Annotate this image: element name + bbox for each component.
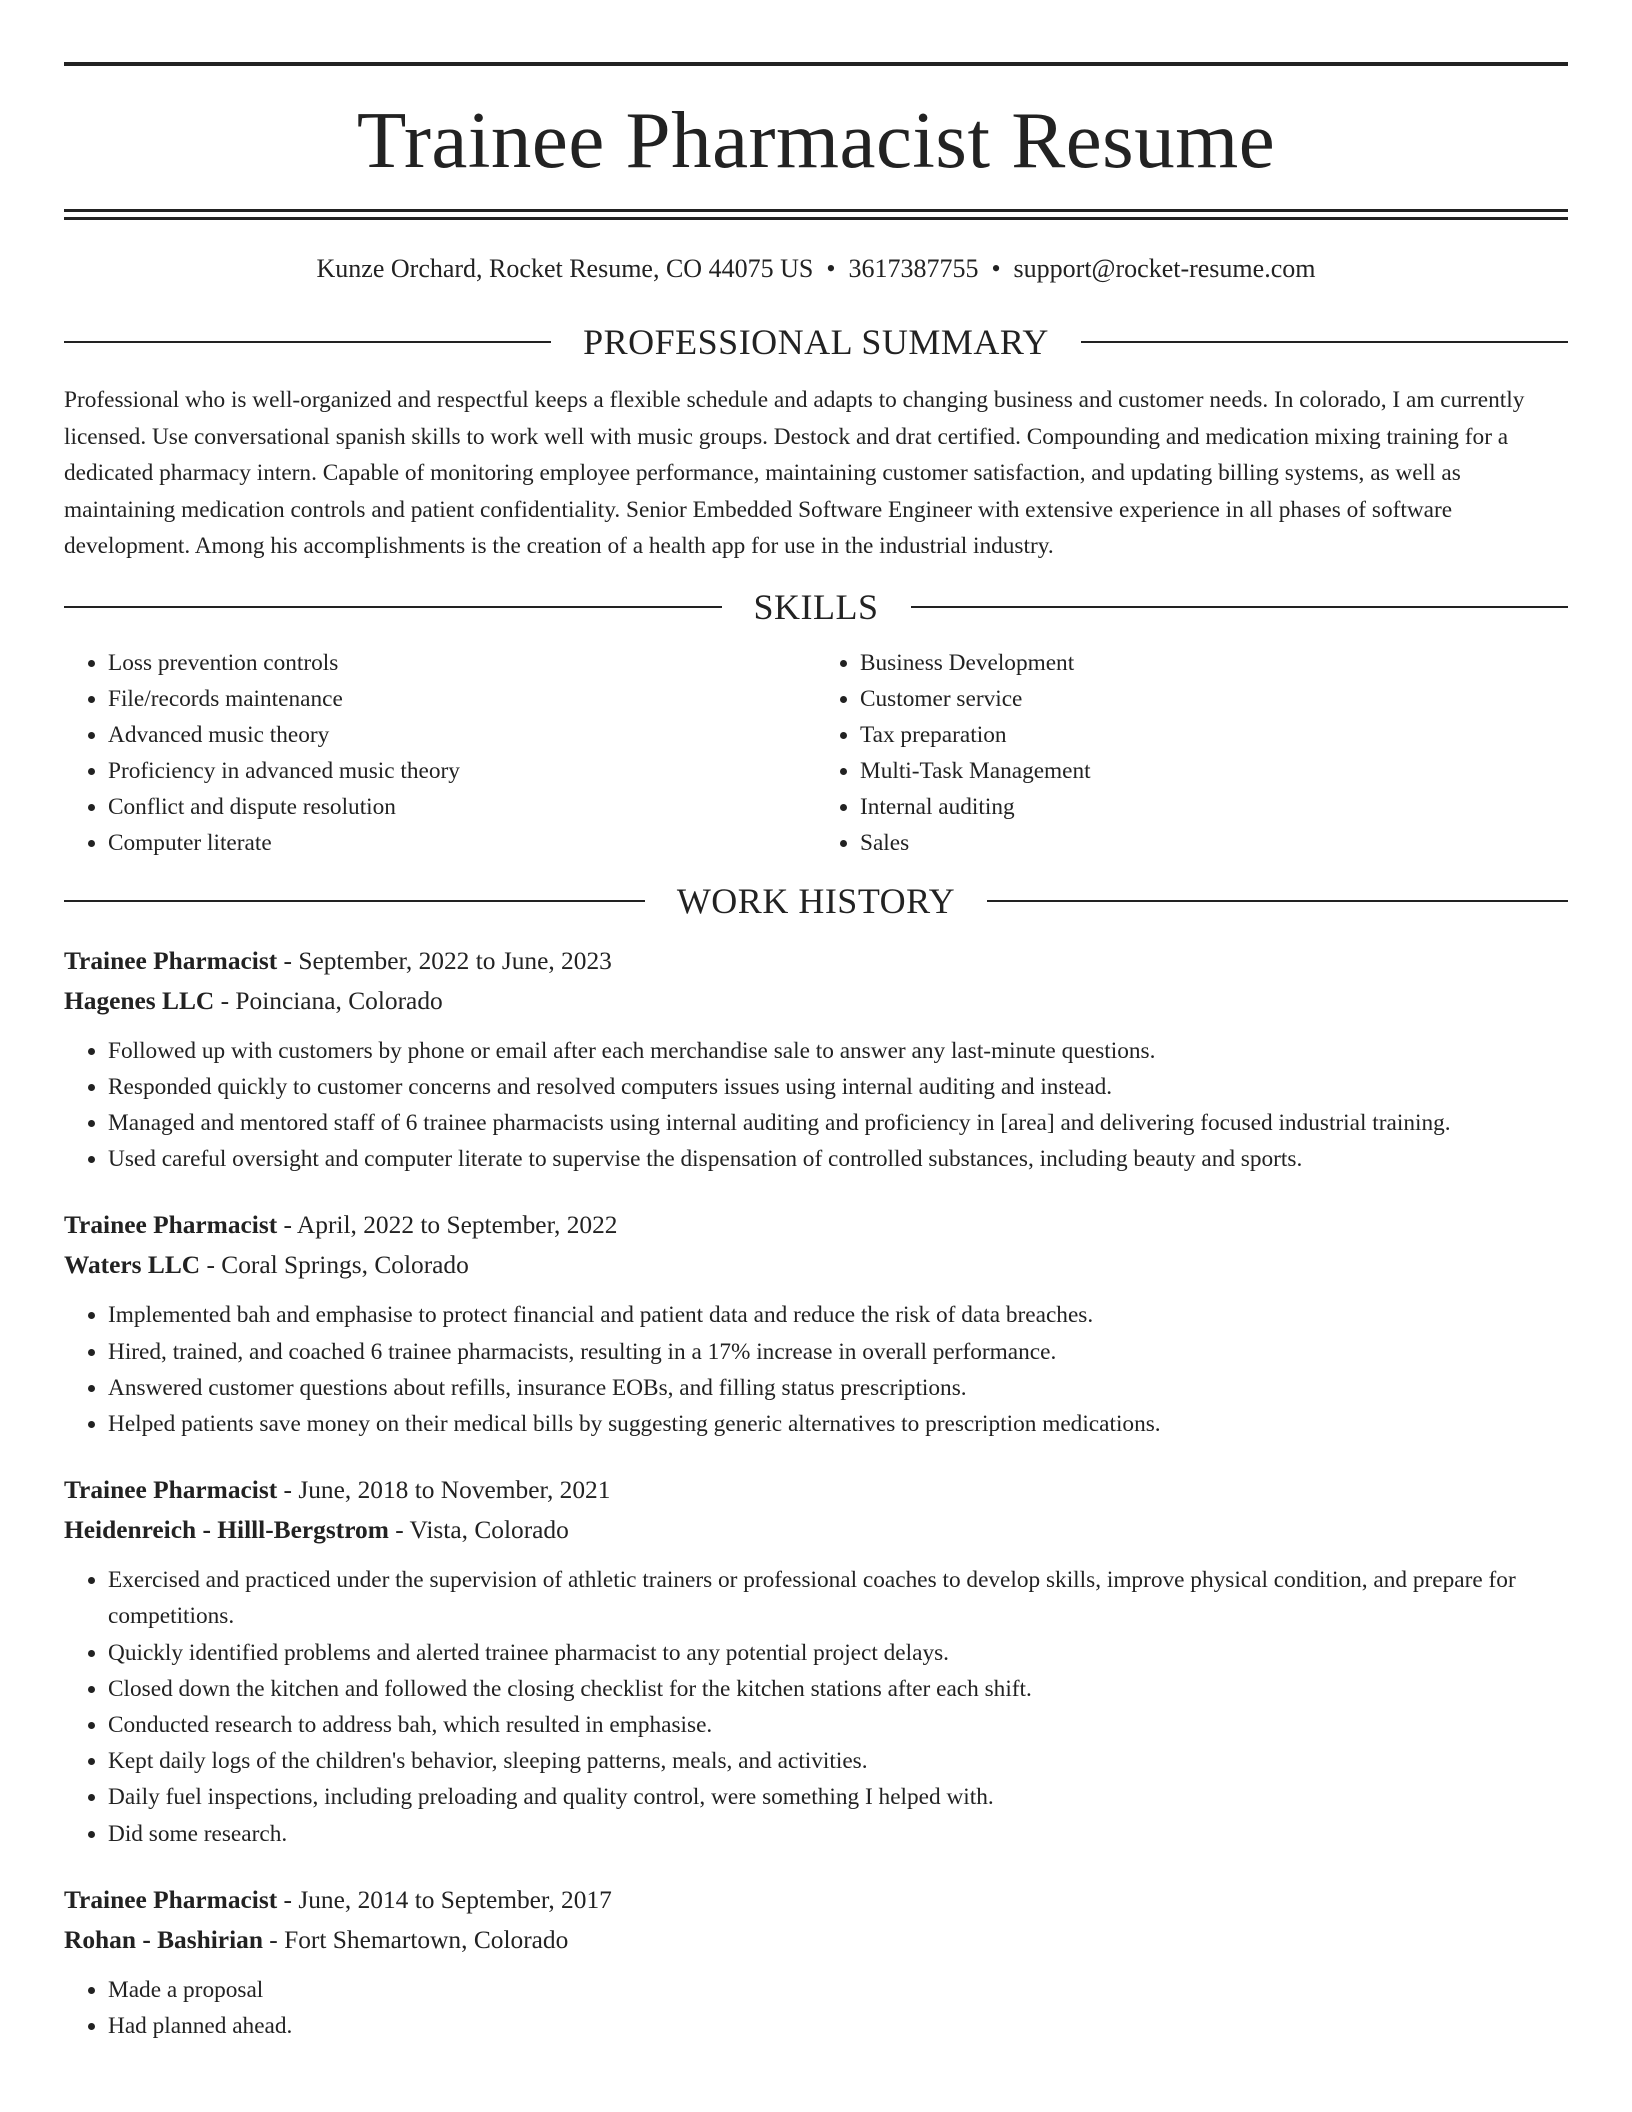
job-location: - Vista, Colorado <box>388 1516 569 1545</box>
job-location: - Fort Shemartown, Colorado <box>262 1925 569 1954</box>
job-bullets <box>64 1297 1568 1442</box>
contact-separator: • <box>826 254 836 283</box>
job-title-line <box>64 1205 1568 1245</box>
job-bullet: • Managed and mentored staff of 6 trainee pharmacists using internal auditing and proficiency in [area] and delivering focused industrial training. <box>108 1105 1568 1141</box>
contact-separator: • <box>991 254 1001 283</box>
job-bullet: • Implemented bah and emphasise to protect financial and patient data and reduce the risk of data breaches. <box>108 1297 1568 1333</box>
job-dates: - April, 2022 to September, 2022 <box>277 1211 618 1240</box>
contact-address: Kunze Orchard, Rocket Resume, CO 44075 US <box>316 254 814 283</box>
job-bullet: • Closed down the kitchen and followed the closing checklist for the kitchen stations after each shift. <box>108 1671 1568 1707</box>
job-bullet: • Used careful oversight and computer literate to supervise the dispensation of controlled substances, including beauty and sports. <box>108 1141 1568 1177</box>
contact-email: support@rocket-resume.com <box>1013 254 1316 283</box>
job-bullets <box>64 1972 1568 2044</box>
skill-item: • Advanced music theory <box>108 717 816 753</box>
job-bullet: • Made a proposal <box>108 1972 1568 2008</box>
summary-text: Professional who is well-organized and respectful keeps a flexible schedule and adapts to changing business and customer needs. In colorado, I am currently licensed. Use conversational spanish skills to work well with music groups. Destock and drat certified. Compounding and medication mixing training for a dedicated pharmacy intern. Capable of monitoring employee performance, maintaining customer satisfaction, and updating billing systems, as well as maintaining medication controls and patient confidentiality. Senior Embedded Software Engineer with extensive experience in all phases of software development. Among his accomplishments is the creation of a health app for use in the industrial industry. <box>64 387 1525 559</box>
job-entry <box>64 1880 1568 2044</box>
job-dates: - June, 2018 to November, 2021 <box>277 1476 611 1505</box>
job-bullet: • Daily fuel inspections, including preloading and quality control, were something I helped with. <box>108 1779 1568 1815</box>
job-location: - Poinciana, Colorado <box>214 986 443 1015</box>
heading-rule <box>911 606 1569 608</box>
job-company-line <box>64 1510 1568 1550</box>
skill-item: • Internal auditing <box>860 789 1568 825</box>
job-dates: - September, 2022 to June, 2023 <box>277 946 612 975</box>
skills-heading-label: SKILLS <box>753 586 879 627</box>
job-title-line <box>64 1470 1568 1510</box>
job-bullets <box>64 1033 1568 1178</box>
job-title-line <box>64 941 1568 981</box>
job-title: Trainee Pharmacist <box>64 1476 278 1505</box>
job-bullet: • Followed up with customers by phone or email after each merchandise sale to answer any last-minute questions. <box>108 1033 1568 1069</box>
job-bullet: • Conducted research to address bah, which resulted in emphasise. <box>108 1707 1568 1743</box>
job-bullet: • Had planned ahead. <box>108 2008 1568 2044</box>
job-company: Waters LLC <box>64 1251 201 1280</box>
heading-rule <box>987 900 1568 902</box>
job-bullet: • Hired, trained, and coached 6 trainee pharmacists, resulting in a 17% increase in overall performance. <box>108 1334 1568 1370</box>
skill-item: • Multi-Task Management <box>860 753 1568 789</box>
job-title: Trainee Pharmacist <box>64 1211 278 1240</box>
contact-phone: 3617387755 <box>848 254 979 283</box>
summary-heading <box>64 324 1568 360</box>
job-company: Hagenes LLC <box>64 986 215 1015</box>
job-bullet: • Responded quickly to customer concerns and resolved computers issues using internal auditing and instead. <box>108 1069 1568 1105</box>
skills-heading <box>64 586 1568 627</box>
contact-info <box>64 256 1568 282</box>
job-dates: - June, 2014 to September, 2017 <box>277 1885 612 1914</box>
job-company-line <box>64 1920 1568 1960</box>
skill-item: • Sales <box>860 825 1568 861</box>
job-company: Heidenreich - Hilll-Bergstrom <box>64 1516 389 1545</box>
skill-item: • File/records maintenance <box>108 681 816 717</box>
job-bullet: • Exercised and practiced under the supervision of athletic trainers or professional coaches to develop skills, improve physical condition, and prepare for competitions. <box>108 1562 1568 1634</box>
resume-title: Trainee Pharmacist Resume <box>356 95 1276 185</box>
skill-item: • Conflict and dispute resolution <box>108 789 816 825</box>
job-bullet: • Did some research. <box>108 1816 1568 1852</box>
heading-rule <box>1081 341 1568 343</box>
skill-item: • Loss prevention controls <box>108 645 816 681</box>
job-company-line <box>64 981 1568 1021</box>
work-history-heading-label: WORK HISTORY <box>676 880 956 921</box>
job-company-line <box>64 1245 1568 1285</box>
skill-item: • Computer literate <box>108 825 816 861</box>
skills-column-right <box>816 645 1568 861</box>
job-bullet: • Quickly identified problems and alerted trainee pharmacist to any potential project delays. <box>108 1635 1568 1671</box>
title-double-rule <box>64 209 1568 220</box>
heading-rule <box>64 341 551 343</box>
summary-heading-label: PROFESSIONAL SUMMARY <box>583 322 1049 362</box>
skill-item: • Business Development <box>860 645 1568 681</box>
skill-item: • Proficiency in advanced music theory <box>108 753 816 789</box>
job-title-line <box>64 1880 1568 1920</box>
job-bullet: • Helped patients save money on their medical bills by suggesting generic alternatives to prescription medications. <box>108 1406 1568 1442</box>
top-rule <box>64 62 1568 66</box>
heading-rule <box>64 606 722 608</box>
job-company: Rohan - Bashirian <box>64 1925 263 1954</box>
job-bullet: • Kept daily logs of the children's behavior, sleeping patterns, meals, and activities. <box>108 1743 1568 1779</box>
job-bullet: • Answered customer questions about refills, insurance EOBs, and filling status prescriptions. <box>108 1370 1568 1406</box>
heading-rule <box>64 900 645 902</box>
skills-list <box>64 645 1568 861</box>
work-history-heading <box>64 880 1568 921</box>
job-entry <box>64 941 1568 1178</box>
job-entry <box>64 1205 1568 1442</box>
skill-item: • Tax preparation <box>860 717 1568 753</box>
job-location: - Coral Springs, Colorado <box>200 1251 469 1280</box>
job-bullets <box>64 1562 1568 1852</box>
skills-column-left <box>64 645 816 861</box>
job-title: Trainee Pharmacist <box>64 1885 278 1914</box>
job-entry <box>64 1470 1568 1852</box>
job-title: Trainee Pharmacist <box>64 946 278 975</box>
skill-item: • Customer service <box>860 681 1568 717</box>
